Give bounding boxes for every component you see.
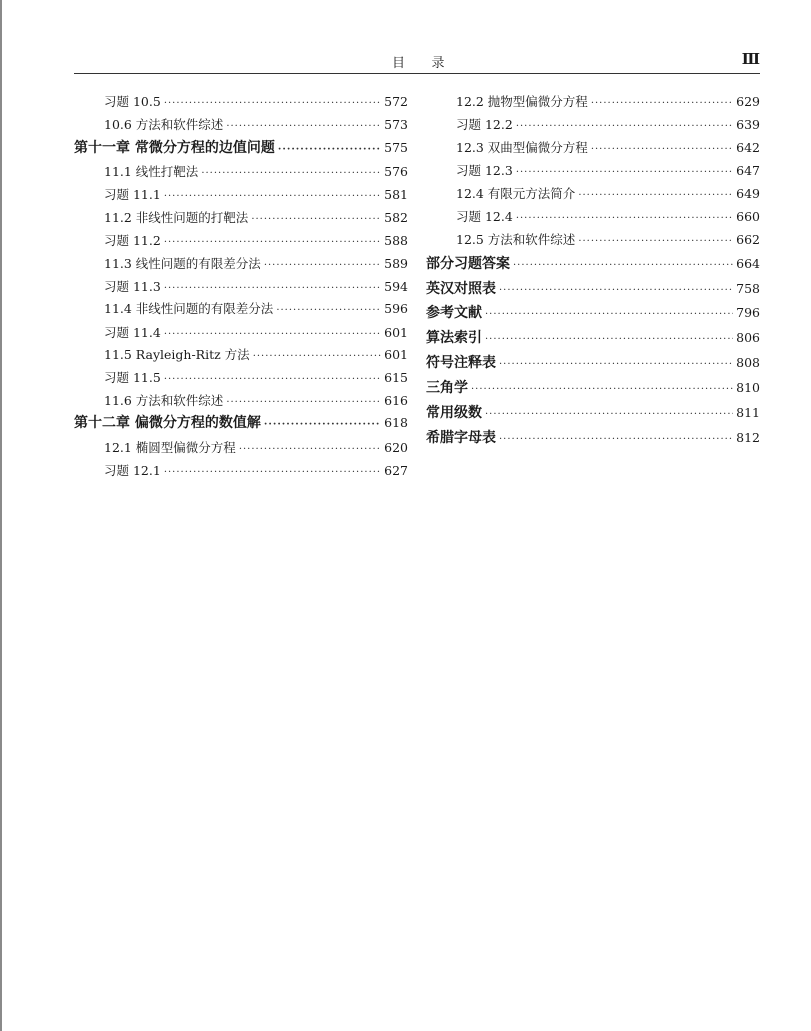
toc-right-column xyxy=(426,94,760,455)
toc-entry[interactable] xyxy=(426,117,760,140)
toc-left-column xyxy=(74,94,408,486)
toc-entry-label: 英汉对照表 xyxy=(426,280,496,297)
toc-entry-label: 第十一章 常微分方程的边值问题 xyxy=(74,140,275,156)
toc-leader-dots xyxy=(164,96,381,111)
toc-leader-dots xyxy=(499,283,733,298)
toc-entry-page: 620 xyxy=(384,440,408,455)
toc-entry-label: 算法索引 xyxy=(426,330,482,346)
toc-entry-page: 581 xyxy=(384,187,408,202)
toc-leader-dots xyxy=(591,96,733,111)
toc-entry-page: 615 xyxy=(384,370,408,385)
toc-entry[interactable] xyxy=(426,330,760,355)
toc-entry-page: 627 xyxy=(384,463,408,478)
toc-entry-page: 639 xyxy=(736,117,760,132)
toc-entry[interactable] xyxy=(426,305,760,330)
toc-leader-dots xyxy=(264,258,381,273)
toc-entry-label: 12.3 双曲型偏微分方程 xyxy=(456,140,588,155)
toc-leader-dots xyxy=(516,211,733,226)
toc-leader-dots xyxy=(239,442,381,457)
toc-entry-label: 11.6 方法和软件综述 xyxy=(104,392,224,408)
toc-leader-dots xyxy=(226,119,381,134)
toc-leader-dots xyxy=(278,142,381,157)
toc-entry-label: 希腊字母表 xyxy=(426,429,496,446)
toc-entry[interactable] xyxy=(74,347,408,370)
toc-entry[interactable] xyxy=(74,440,408,463)
toc-entry-label: 11.1 线性打靶法 xyxy=(104,164,199,179)
toc-entry[interactable] xyxy=(426,232,760,256)
header-rule xyxy=(74,73,760,74)
toc-entry[interactable] xyxy=(74,393,408,416)
toc-entry-page: 629 xyxy=(736,94,760,109)
toc-entry-label: 习题 12.3 xyxy=(456,163,513,178)
toc-leader-dots xyxy=(164,235,381,250)
toc-entry-label: 习题 11.2 xyxy=(104,232,161,248)
toc-entry[interactable] xyxy=(74,117,408,140)
toc-leader-dots xyxy=(516,165,733,180)
toc-entry-label: 12.4 有限元方法简介 xyxy=(456,186,576,201)
toc-leader-dots xyxy=(164,281,381,296)
toc-entry-label: 10.6 方法和软件综述 xyxy=(104,117,224,132)
toc-entry[interactable] xyxy=(74,301,408,325)
toc-entry[interactable] xyxy=(426,163,760,186)
toc-entry[interactable] xyxy=(74,279,408,302)
toc-entry-label: 符号注释表 xyxy=(426,354,496,371)
toc-entry-page: 588 xyxy=(384,232,408,248)
toc-entry-page: 664 xyxy=(736,255,760,271)
toc-entry-page: 589 xyxy=(384,256,408,271)
toc-entry-page: 796 xyxy=(736,305,760,320)
toc-entry[interactable] xyxy=(426,430,760,455)
toc-leader-dots xyxy=(513,258,733,273)
toc-entry-page: 812 xyxy=(736,429,760,445)
toc-entry[interactable] xyxy=(74,463,408,486)
toc-entry-label: 习题 12.4 xyxy=(456,209,513,224)
header-title: 目 录 xyxy=(392,56,447,71)
toc-entry[interactable] xyxy=(74,187,408,210)
toc-entry-label: 习题 11.3 xyxy=(104,278,161,294)
toc-leader-dots xyxy=(164,465,381,480)
toc-entry-label: 11.3 线性问题的有限差分法 xyxy=(104,256,261,271)
toc-entry-label: 第十二章 偏微分方程的数值解 xyxy=(74,415,261,431)
toc-entry-label: 11.5 Rayleigh-Ritz 方法 xyxy=(104,347,250,362)
toc-leader-dots xyxy=(485,307,733,322)
toc-entry-page: 647 xyxy=(736,163,760,178)
toc-leader-dots xyxy=(276,303,381,318)
toc-entry[interactable] xyxy=(426,405,760,430)
running-header xyxy=(74,50,760,72)
toc-leader-dots xyxy=(264,417,381,432)
toc-leader-dots xyxy=(253,349,381,364)
toc-leader-dots xyxy=(251,212,381,227)
toc-entry-page: 582 xyxy=(384,209,408,225)
header-page-numeral: Ⅲ xyxy=(741,50,760,68)
toc-entry-page: 572 xyxy=(384,94,408,109)
toc-entry-label: 常用级数 xyxy=(426,404,482,421)
toc-entry-page: 573 xyxy=(384,117,408,132)
toc-leader-dots xyxy=(578,188,733,203)
toc-entry[interactable] xyxy=(74,164,408,187)
toc-entry-label: 习题 11.4 xyxy=(104,324,161,340)
toc-entry[interactable] xyxy=(426,281,760,306)
toc-entry-page: 601 xyxy=(384,347,408,362)
toc-entry-page: 811 xyxy=(736,404,760,420)
toc-entry[interactable] xyxy=(426,355,760,380)
toc-entry[interactable] xyxy=(426,256,760,281)
toc-entry-label: 习题 11.5 xyxy=(104,370,161,385)
page-edge-shadow xyxy=(0,0,2,1031)
toc-entry-page: 808 xyxy=(736,354,760,370)
toc-entry-page: 660 xyxy=(736,209,760,224)
toc-entry-page: 618 xyxy=(384,415,408,430)
toc-entry-page: 649 xyxy=(736,186,760,201)
toc-entry[interactable] xyxy=(74,233,408,257)
toc-entry[interactable] xyxy=(74,370,408,393)
toc-entry-page: 594 xyxy=(384,278,408,294)
toc-entry-page: 758 xyxy=(736,280,760,296)
toc-entry[interactable] xyxy=(74,140,408,164)
toc-entry[interactable] xyxy=(426,94,760,117)
toc-entry[interactable] xyxy=(74,210,408,233)
toc-entry[interactable] xyxy=(74,325,408,348)
toc-entry-page: 810 xyxy=(736,379,760,395)
toc-entry-page: 662 xyxy=(736,232,760,247)
toc-leader-dots xyxy=(226,395,381,410)
toc-entry-label: 11.4 非线性问题的有限差分法 xyxy=(104,301,274,316)
toc-leader-dots xyxy=(471,382,733,397)
toc-entry-page: 616 xyxy=(384,392,408,408)
toc-entry[interactable] xyxy=(426,186,760,209)
toc-entry-page: 576 xyxy=(384,164,408,179)
toc-leader-dots xyxy=(201,166,381,181)
toc-entry-label: 习题 12.2 xyxy=(456,117,513,132)
toc-leader-dots xyxy=(485,407,733,422)
toc-entry[interactable] xyxy=(74,415,408,440)
toc-entry[interactable] xyxy=(74,94,408,117)
toc-entry[interactable] xyxy=(74,256,408,279)
toc-entry-label: 12.5 方法和软件综述 xyxy=(456,232,576,247)
toc-entry-label: 习题 12.1 xyxy=(104,463,161,478)
toc-entry-page: 601 xyxy=(384,324,408,340)
toc-entry-label: 11.2 非线性问题的打靶法 xyxy=(104,209,249,225)
toc-entry-label: 12.1 椭圆型偏微分方程 xyxy=(104,440,236,455)
toc-leader-dots xyxy=(516,119,733,134)
toc-leader-dots xyxy=(578,234,733,249)
toc-leader-dots xyxy=(499,432,733,447)
toc-entry-page: 596 xyxy=(384,301,408,316)
toc-entry-label: 部分习题答案 xyxy=(426,255,510,272)
toc-leader-dots xyxy=(499,357,733,372)
toc-leader-dots xyxy=(164,327,381,342)
toc-leader-dots xyxy=(485,332,733,347)
toc-entry-label: 习题 11.1 xyxy=(104,187,161,202)
toc-entry-page: 575 xyxy=(384,140,408,155)
toc-entry-label: 三角学 xyxy=(426,379,468,396)
toc-entry-label: 12.2 抛物型偏微分方程 xyxy=(456,94,588,109)
toc-entry-page: 642 xyxy=(736,140,760,155)
toc-entry[interactable] xyxy=(426,209,760,232)
toc-leader-dots xyxy=(164,372,381,387)
toc-leader-dots xyxy=(591,142,733,157)
toc-entry-label: 参考文献 xyxy=(426,305,482,321)
toc-entry-page: 806 xyxy=(736,330,760,345)
toc-entry[interactable] xyxy=(426,140,760,163)
toc-entry-label: 习题 10.5 xyxy=(104,94,161,109)
toc-leader-dots xyxy=(164,189,381,204)
toc-entry[interactable] xyxy=(426,380,760,405)
